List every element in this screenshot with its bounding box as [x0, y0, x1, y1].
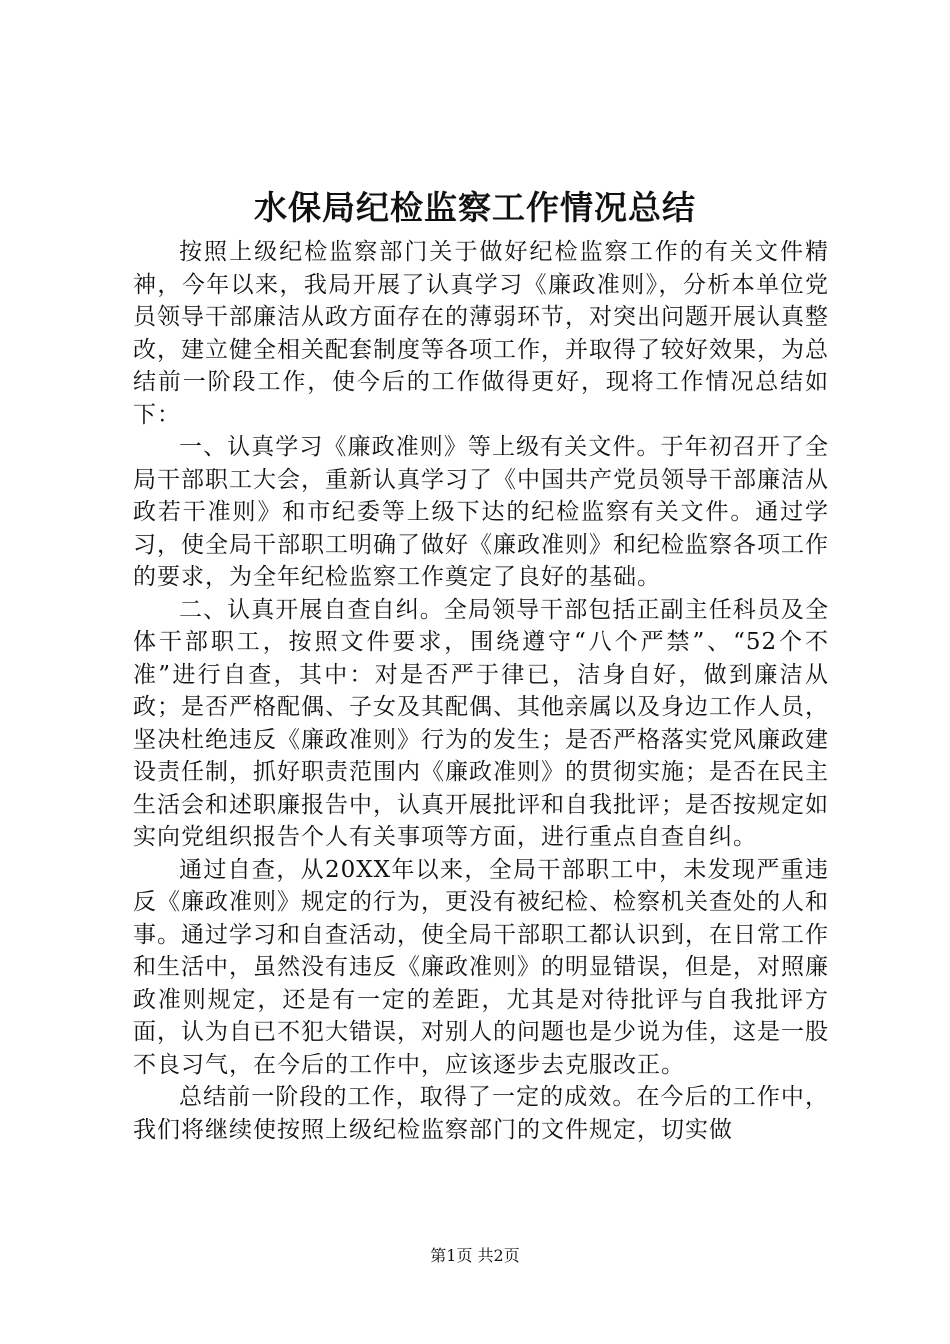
document-body: [133, 236, 829, 1146]
page-number-footer: 第1页 共2页: [430, 1246, 520, 1265]
paragraph-section-1: 一、认真学习《廉政准则》等上级有关文件。于年初召开了全局干部职工大会，重新认真学习了《中国共产党员领导干部廉洁从政若干准则》和市纪委等上级下达的纪检监察有关文件。通过学习，使全局干部职工明确了做好《廉政准则》和纪检监察各项工作的要求，为全年纪检监察工作奠定了良好的基础。: [133, 434, 829, 590]
document-title: 水保局纪检监察工作情况总结: [254, 188, 696, 227]
paragraph-self-check-result: 通过自查，从20XX年以来，全局干部职工中，未发现严重违反《廉政准则》规定的行为，更没有被纪检、检察机关查处的人和事。通过学习和自查活动，使全局干部职工都认识到，在日常工作和生活中，虽然没有违反《廉政准则》的明显错误，但是，对照廉政准则规定，还是有一定的差距，尤其是对待批评与自我批评方面，认为自已不犯大错误，对别人的问题也是少说为佳，这是一股不良习气，在今后的工作中，应该逐步去克服改正。: [133, 856, 829, 1078]
paragraph-summary: 总结前一阶段的工作，取得了一定的成效。在今后的工作中，我们将继续使按照上级纪检监察部门的文件规定，切实做: [133, 1084, 829, 1143]
paragraph-intro: 按照上级纪检监察部门关于做好纪检监察工作的有关文件精神，今年以来，我局开展了认真学习《廉政准则》，分析本单位党员领导干部廉洁从政方面存在的薄弱环节，对突出问题开展认真整改，建立健全相关配套制度等各项工作，并取得了较好效果，为总结前一阶段工作，使今后的工作做得更好，现将工作情况总结如下：: [133, 239, 829, 428]
paragraph-section-2: 二、认真开展自查自纠。全局领导干部包括正副主任科员及全体干部职工，按照文件要求，围绕遵守“八个严禁”、“52个不准”进行自查，其中：对是否严于律已，洁身自好，做到廉洁从政；是否严格配偶、子女及其配偶、其他亲属以及身边工作人员，坚决杜绝违反《廉政准则》行为的发生；是否严格落实党风廉政建设责任制，抓好职责范围内《廉政准则》的贯彻实施；是否在民主生活会和述职廉报告中，认真开展批评和自我批评；是否按规定如实向党组织报告个人有关事项等方面，进行重点自查自纠。: [133, 596, 829, 850]
